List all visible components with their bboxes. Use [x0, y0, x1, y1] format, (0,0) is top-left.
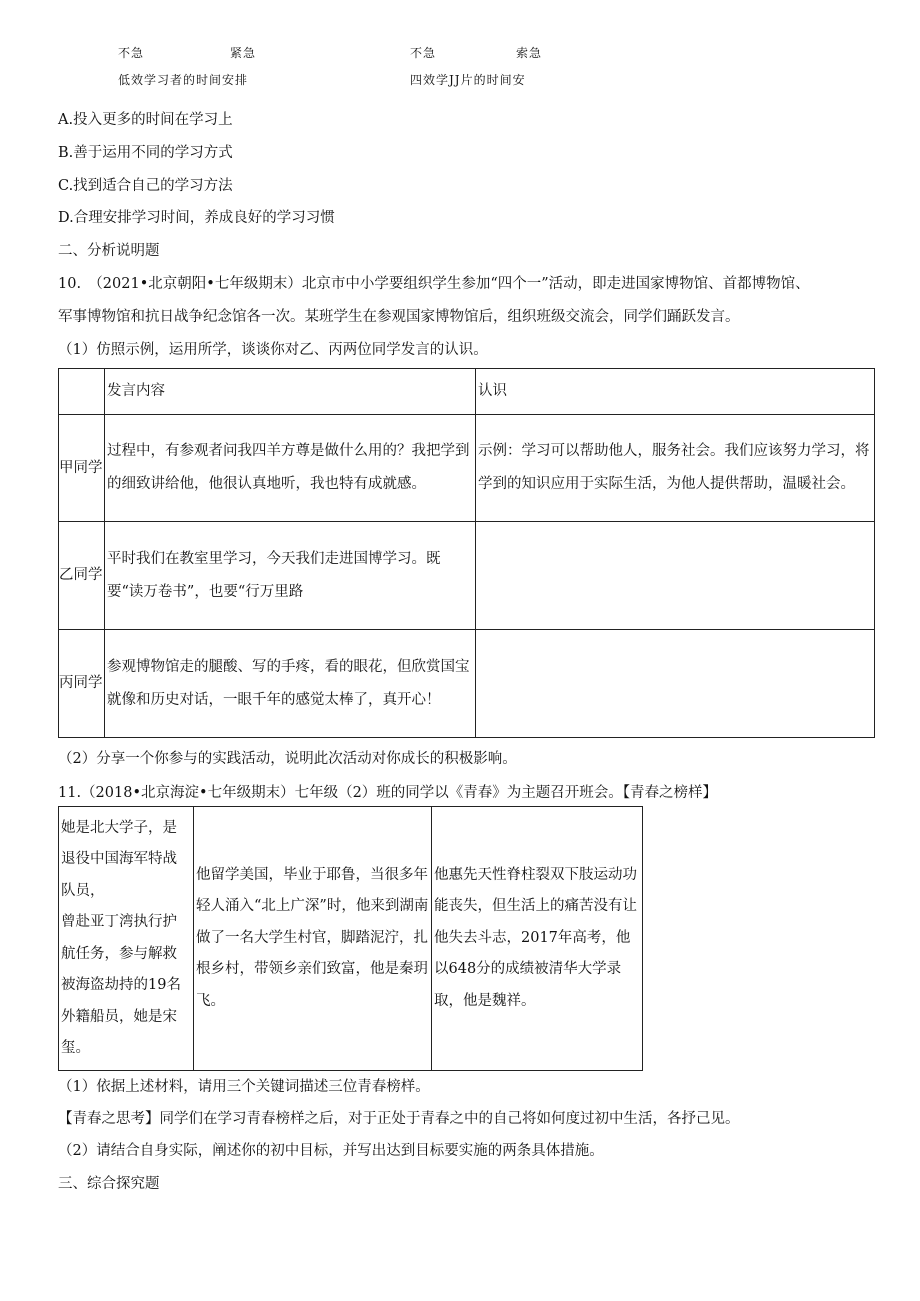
q11-sub1: （1）依据上述材料，请用三个关键词描述三位青春榜样。 [58, 1079, 430, 1095]
student-name-jia: 甲同学 [59, 415, 105, 522]
role-model-song-xi: 她是北大学子，是退役中国海军特战队员， 曾赴亚丁湾执行护航任务，参与解救被海盗劫持的19名外籍船员，她是宋玺。 [59, 807, 194, 1071]
q11-sub2: （2）请结合自身实际，阐述你的初中目标，并写出达到目标要实施的两条具体措施。 [58, 1143, 604, 1159]
q11-role-model-table [58, 806, 643, 1071]
speech-content-bing: 参观博物馆走的腿酸、写的手疼，看的眼花，但欣赏国宝就像和历史对话，一眼千年的感觉太棒了，真开心！ [105, 630, 476, 738]
role-model-wei-xiang: 他惠先天性脊柱裂双下肢运动功能丧失，但生活上的痛苦没有让他失去斗志，2017年高考，他以648分的成绩被清华大学录取，他是魏祥。 [432, 807, 643, 1071]
speech-content-jia: 过程中，有参观者问我四羊方尊是做什么用的？我把学到的细致讲给他，他很认真地听，我也特有成就感。 [105, 415, 476, 522]
speech-content-yi: 平时我们在教室里学习，今天我们走进国博学习。既要“读万卷书”，也要“行万里路 [105, 522, 476, 630]
opinion-bing-answer-cell[interactable] [476, 630, 875, 738]
option-d: D.合理安排学习时间，养成良好的学习习惯 [58, 210, 335, 226]
opinion-jia: 示例：学习可以帮助他人，服务社会。我们应该努力学习，将学到的知识应用于实际生活，为他人提供帮助，温暖社会。 [476, 415, 875, 522]
q10-table [58, 368, 875, 738]
section-2-title: 二、分析说明题 [58, 243, 160, 259]
left-axis-label-1: 不急 [118, 46, 145, 60]
q10-sub2: （2）分享一个你参与的实践活动，说明此次活动对你成长的积极影响。 [58, 751, 517, 767]
student-name-bing: 丙同学 [59, 630, 105, 738]
section-3-title: 三、综合探究题 [58, 1176, 160, 1192]
left-figure-caption: 低效学习者的时间安排 [118, 73, 249, 87]
q10-stem-line1: 10. （2021•北京朝阳•七年级期末）北京市中小学要组织学生参加“四个一”活动，即走进国家博物馆、首都博物馆、 [58, 276, 810, 292]
q11-stem: 11.（2018•北京海淀•七年级期末）七年级（2）班的同学以《青春》为主题召开班会。【青春之榜样】 [58, 785, 718, 801]
role-model-qin-yuefei: 他留学美国，毕业于耶鲁，当很多年轻人涌入“北上广深”时，他来到湖南做了一名大学生村官，脚踏泥泞，扎根乡村，带领乡亲们致富，他是秦玥飞。 [194, 807, 432, 1071]
right-figure-caption: 四效学JJ片的时间安 [410, 73, 526, 87]
option-c: C.找到适合自己的学习方法 [58, 178, 233, 194]
q11-think: 【青春之思考】同学们在学习青春榜样之后，对于正处于青春之中的自己将如何度过初中生活，各抒己见。 [58, 1111, 740, 1127]
table-header-content: 发言内容 [105, 369, 476, 415]
student-name-yi: 乙同学 [59, 522, 105, 630]
right-axis-label-1: 不急 [410, 46, 437, 60]
q10-sub1: （1）仿照示例，运用所学，谈谈你对乙、丙两位同学发言的认识。 [58, 342, 488, 358]
left-axis-label-2: 紧急 [230, 46, 257, 60]
option-a: A.投入更多的时间在学习上 [58, 112, 233, 128]
q10-stem-line2: 军事博物馆和抗日战争纪念馆各一次。某班学生在参观国家博物馆后，组织班级交流会，同学们踊跃发言。 [58, 309, 740, 325]
right-axis-label-2: 索急 [516, 46, 543, 60]
table-header-blank [59, 369, 105, 415]
opinion-yi-answer-cell[interactable] [476, 522, 875, 630]
table-header-opinion: 认识 [476, 369, 875, 415]
option-b: B.善于运用不同的学习方式 [58, 145, 233, 161]
